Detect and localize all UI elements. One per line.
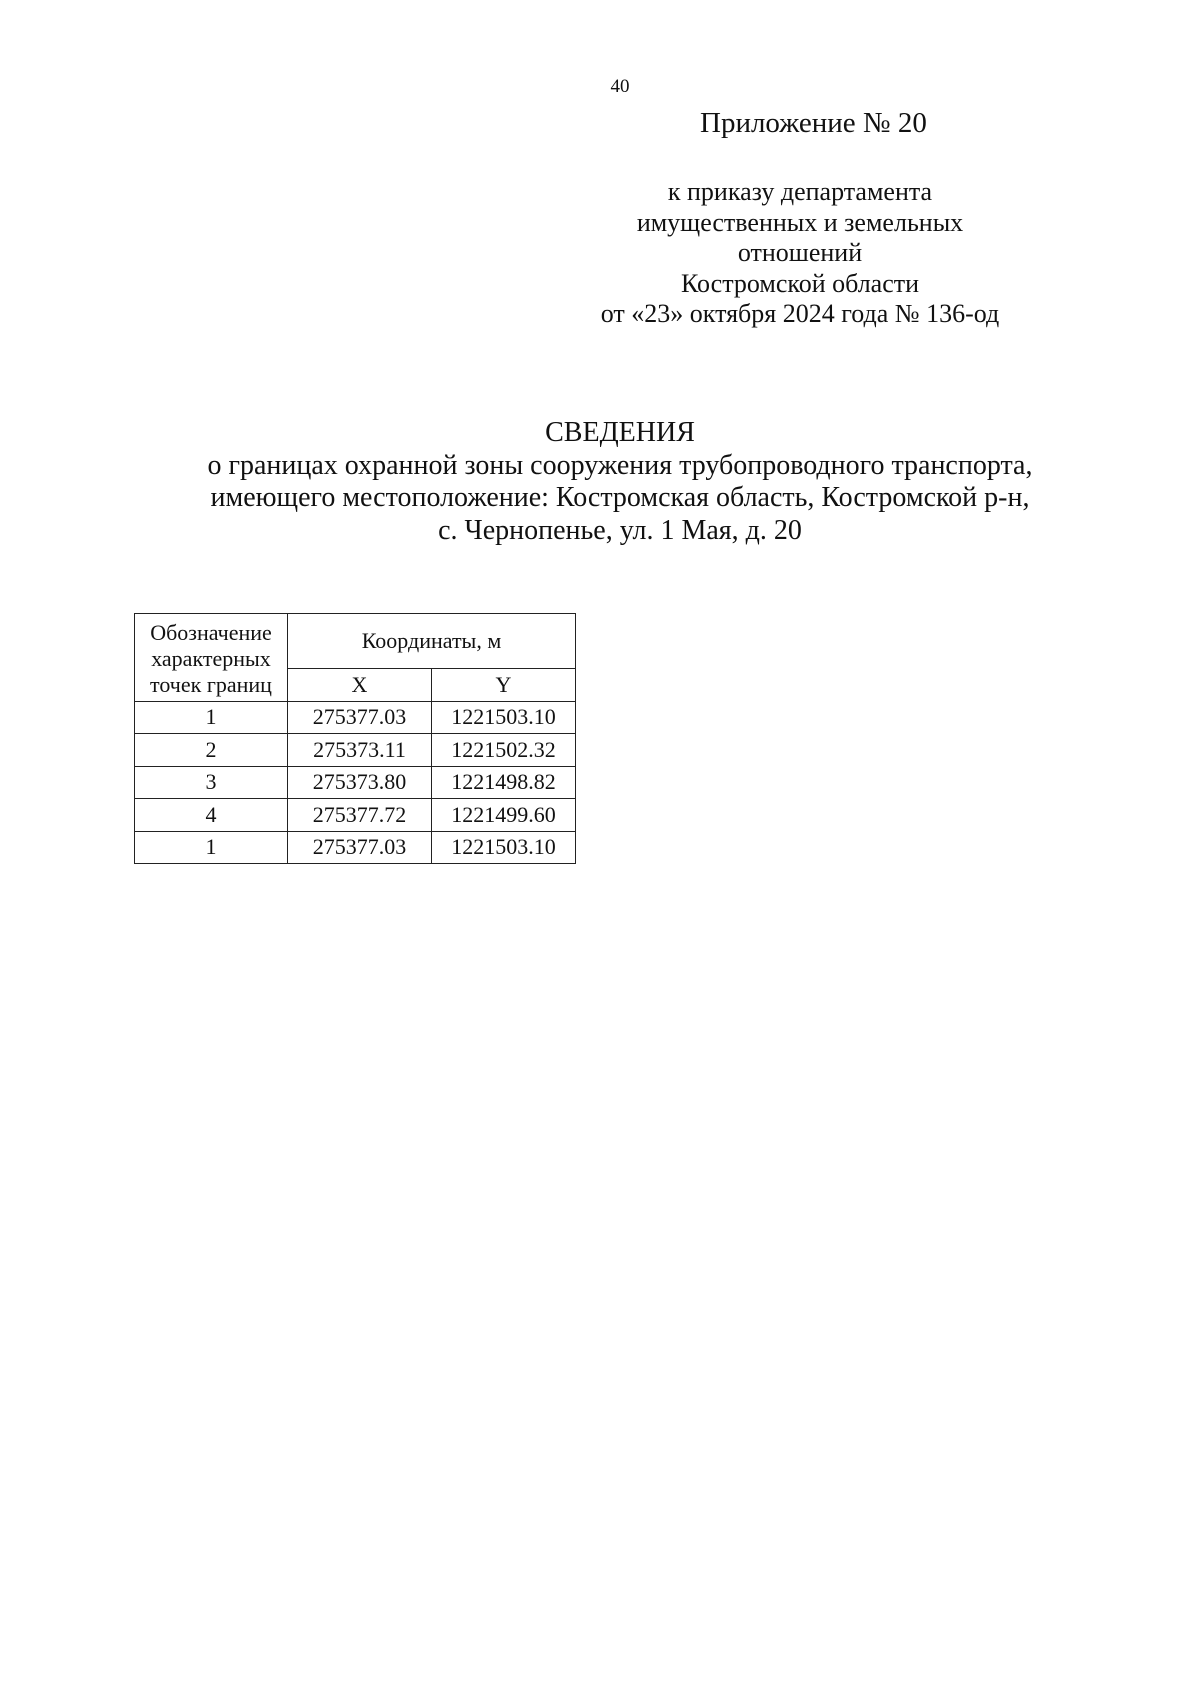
x-cell: 275377.72: [288, 799, 432, 832]
point-label-header: [135, 614, 288, 702]
point-cell: 2: [135, 734, 288, 767]
order-reference: [560, 177, 1040, 330]
coordinates-table: [134, 613, 576, 864]
table-row: [135, 734, 576, 767]
point-cell: 4: [135, 799, 288, 832]
table-row: [135, 701, 576, 734]
order-line: имущественных и земельных: [636, 207, 964, 237]
order-line: к приказу департамента: [667, 177, 933, 206]
table-row: [135, 799, 576, 832]
y-cell: 1221499.60: [432, 799, 576, 832]
point-label-header-line: Обозначение: [150, 619, 272, 645]
point-label-header-line: точек границ: [150, 671, 272, 697]
appendix-title: Приложение № 20: [700, 107, 927, 139]
x-cell: 275373.80: [288, 766, 432, 799]
document-title: СВЕДЕНИЯ: [545, 417, 695, 448]
order-line: отношений: [737, 238, 863, 267]
table-header-row: [135, 614, 576, 669]
document-subtitle-line: имеющего местоположение: Костромская область, Костромской р-н,: [210, 482, 1030, 513]
document-subtitle-line: о границах охранной зоны сооружения трубопроводного транспорта,: [207, 449, 1033, 481]
document-subtitle-line: с. Чернопенье, ул. 1 Мая, д. 20: [438, 514, 802, 546]
page-number: 40: [610, 76, 630, 97]
x-cell: 275373.11: [288, 734, 432, 767]
order-date-line: от «23» октября 2024 года № 136-од: [600, 299, 1000, 328]
y-cell: 1221503.10: [432, 831, 576, 864]
x-header: X: [288, 669, 432, 702]
y-cell: 1221502.32: [432, 734, 576, 767]
coordinates-header: Координаты, м: [288, 614, 576, 669]
x-cell: 275377.03: [288, 831, 432, 864]
point-cell: 1: [135, 831, 288, 864]
y-cell: 1221498.82: [432, 766, 576, 799]
y-header: Y: [432, 669, 576, 702]
table-row: [135, 831, 576, 864]
point-label-header-line: характерных: [151, 645, 271, 671]
y-cell: 1221503.10: [432, 701, 576, 734]
point-cell: 1: [135, 701, 288, 734]
order-line: Костромской области: [680, 268, 920, 298]
document-heading: [0, 417, 1200, 547]
x-cell: 275377.03: [288, 701, 432, 734]
point-cell: 3: [135, 766, 288, 799]
table-row: [135, 766, 576, 799]
